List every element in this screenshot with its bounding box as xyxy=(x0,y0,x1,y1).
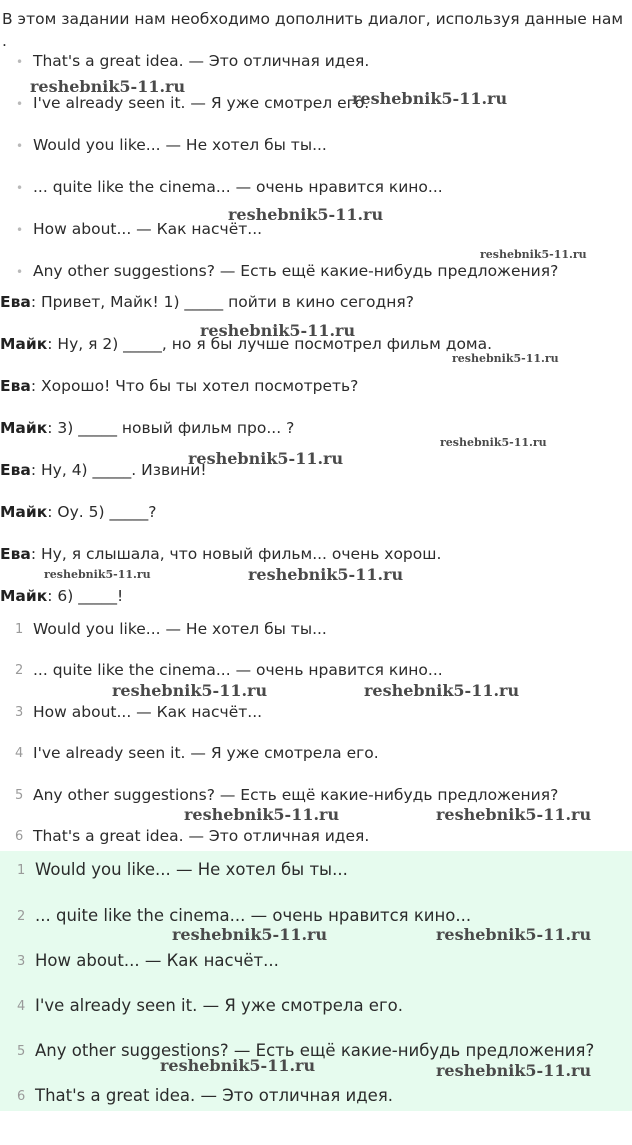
speaker: Ева xyxy=(0,293,31,311)
bullet-icon: • xyxy=(16,223,24,237)
speaker: Майк xyxy=(0,419,48,437)
watermark: reshebnik5-11.ru xyxy=(44,568,151,581)
watermark: reshebnik5-11.ru xyxy=(352,89,508,108)
bullet-item: Would you like... — Не хотел бы ты... xyxy=(33,136,327,154)
item-number: 1 xyxy=(15,622,24,637)
line-text: : 3) _____ новый фильм про... ? xyxy=(47,419,295,437)
bullet-item: How about... — Как насчёт... xyxy=(33,220,263,238)
item-number: 5 xyxy=(17,1044,26,1059)
dialogue-line xyxy=(0,293,414,311)
speaker: Майк xyxy=(0,587,48,605)
item-number: 1 xyxy=(17,863,26,878)
item-number: 2 xyxy=(15,663,24,678)
watermark: reshebnik5-11.ru xyxy=(440,436,547,449)
speaker: Майк xyxy=(0,503,48,521)
dialogue-line xyxy=(0,503,156,521)
list-item: I've already seen it. — Я уже смотрела его. xyxy=(33,744,379,762)
answer-item: ... quite like the cinema... — очень нравится кино... xyxy=(35,906,472,925)
watermark: reshebnik5-11.ru xyxy=(452,352,559,365)
dialogue-line xyxy=(0,587,123,605)
item-number: 3 xyxy=(15,705,24,720)
watermark: reshebnik5-11.ru xyxy=(30,77,186,96)
intro-continuation: . xyxy=(2,32,7,50)
line-text: : Привет, Майк! 1) _____ пойти в кино сегодня? xyxy=(30,293,414,311)
line-text: : Оу. 5) _____? xyxy=(47,503,157,521)
bullet-icon: • xyxy=(16,181,24,195)
line-text: : Ну, 4) _____. Извини! xyxy=(30,461,207,479)
bullet-item: ... quite like the cinema... — очень нравится кино... xyxy=(33,178,443,196)
item-number: 6 xyxy=(15,829,24,844)
dialogue-line xyxy=(0,545,441,563)
watermark: reshebnik5-11.ru xyxy=(160,1056,316,1075)
intro-text: В этом задании нам необходимо дополнить диалог, используя данные нам xyxy=(2,10,624,28)
watermark: reshebnik5-11.ru xyxy=(436,925,592,944)
answer-item: I've already seen it. — Я уже смотрела его. xyxy=(35,996,403,1015)
watermark: reshebnik5-11.ru xyxy=(172,925,328,944)
dialogue-line xyxy=(0,461,207,479)
speaker: Ева xyxy=(0,377,31,395)
bullet-item: Any other suggestions? — Есть ещё какие-нибудь предложения? xyxy=(33,262,559,280)
watermark: reshebnik5-11.ru xyxy=(200,321,356,340)
bullet-icon: • xyxy=(16,265,24,279)
watermark: reshebnik5-11.ru xyxy=(248,565,404,584)
list-item: ... quite like the cinema... — очень нравится кино... xyxy=(33,661,443,679)
watermark: reshebnik5-11.ru xyxy=(228,205,384,224)
item-number: 4 xyxy=(15,746,24,761)
line-text: : Хорошо! Что бы ты хотел посмотреть? xyxy=(30,377,359,395)
list-item: That's a great idea. — Это отличная идея. xyxy=(33,827,370,845)
answer-item: Any other suggestions? — Есть ещё какие-нибудь предложения? xyxy=(35,1041,595,1060)
bullet-item: That's a great idea. — Это отличная идея. xyxy=(33,52,370,70)
bullet-icon: • xyxy=(16,97,24,111)
watermark: reshebnik5-11.ru xyxy=(184,805,340,824)
item-number: 5 xyxy=(15,788,24,803)
dialogue-line xyxy=(0,419,294,437)
item-number: 6 xyxy=(17,1089,26,1104)
item-number: 3 xyxy=(17,954,26,969)
speaker: Ева xyxy=(0,545,31,563)
watermark: reshebnik5-11.ru xyxy=(188,449,344,468)
watermark: reshebnik5-11.ru xyxy=(364,681,520,700)
item-number: 2 xyxy=(17,909,26,924)
line-text: : Ну, я слышала, что новый фильм... очень хорош. xyxy=(30,545,442,563)
watermark: reshebnik5-11.ru xyxy=(436,805,592,824)
answer-item: How about... — Как насчёт... xyxy=(35,951,279,970)
line-text: : Ну, я 2) _____, но я бы лучше посмотрел фильм дома. xyxy=(47,335,493,353)
watermark: reshebnik5-11.ru xyxy=(480,248,587,261)
item-number: 4 xyxy=(17,999,26,1014)
answer-item: That's a great idea. — Это отличная идея. xyxy=(35,1086,393,1105)
line-text: : 6) _____! xyxy=(47,587,124,605)
speaker: Майк xyxy=(0,335,48,353)
watermark: reshebnik5-11.ru xyxy=(436,1061,592,1080)
dialogue-line xyxy=(0,377,358,395)
list-item: How about... — Как насчёт... xyxy=(33,703,263,721)
speaker: Ева xyxy=(0,461,31,479)
watermark: reshebnik5-11.ru xyxy=(112,681,268,700)
bullet-icon: • xyxy=(16,55,24,69)
list-item: Any other suggestions? — Есть ещё какие-нибудь предложения? xyxy=(33,786,559,804)
answer-item: Would you like... — Не хотел бы ты... xyxy=(35,860,348,879)
bullet-item: I've already seen it. — Я уже смотрел его. xyxy=(33,94,370,112)
list-item: Would you like... — Не хотел бы ты... xyxy=(33,620,327,638)
bullet-icon: • xyxy=(16,139,24,153)
